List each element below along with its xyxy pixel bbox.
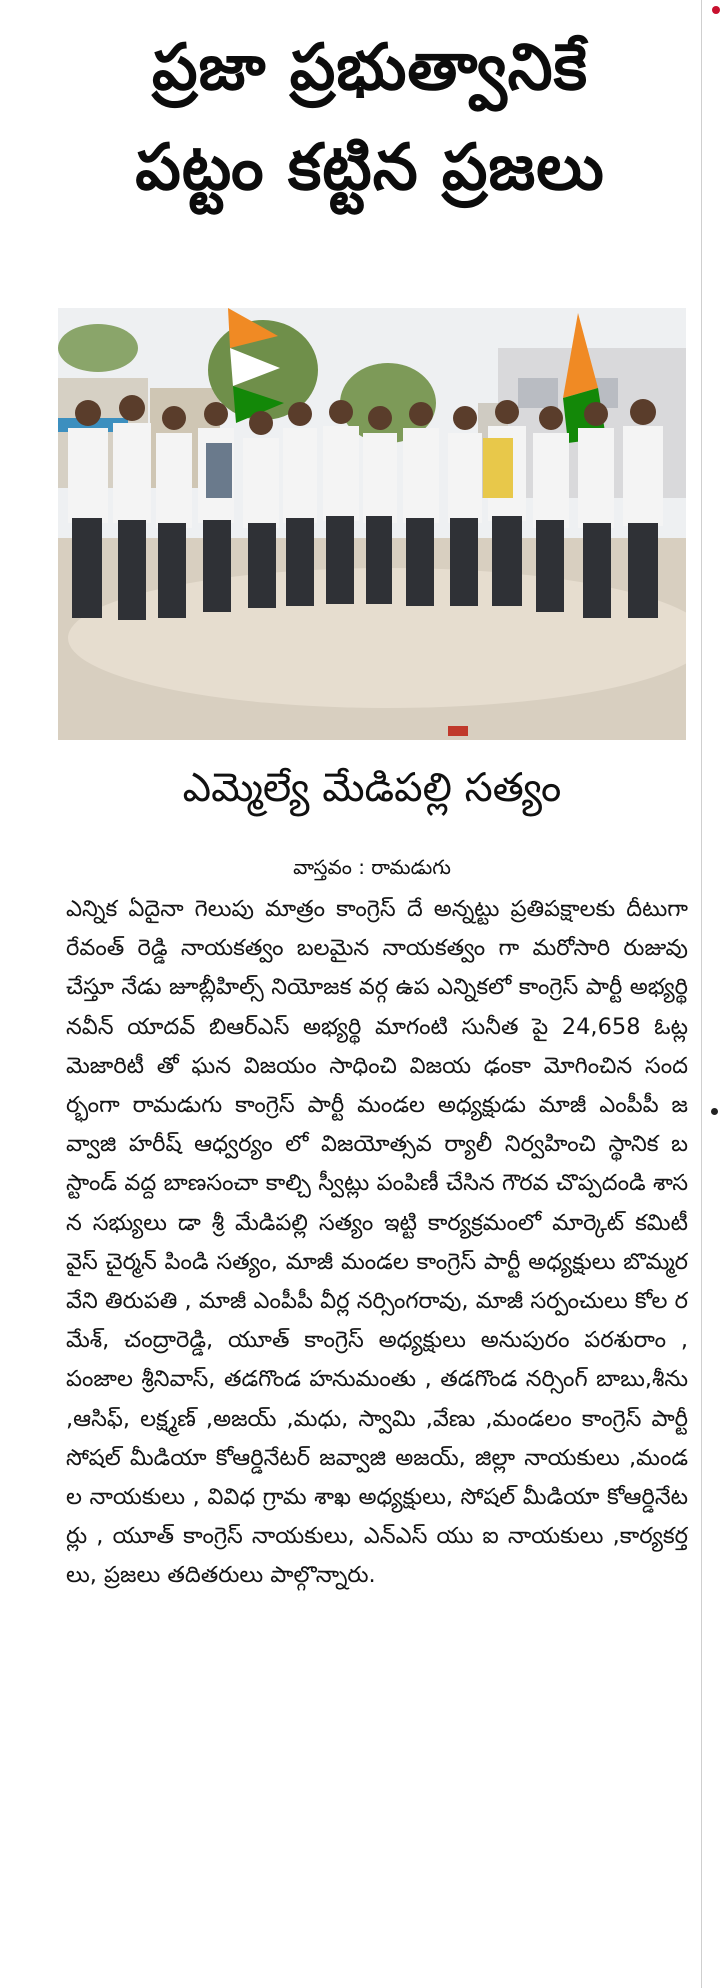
adjacent-column-fragment bbox=[706, 0, 727, 1988]
red-dot-icon bbox=[712, 6, 720, 14]
news-photo bbox=[58, 308, 686, 740]
headline bbox=[60, 18, 680, 218]
dateline: వాస్తవం : రామడుగు bbox=[293, 855, 451, 879]
headline-line-1: ప్రజా ప్రభుత్వానికే bbox=[152, 31, 588, 105]
column-divider bbox=[701, 0, 702, 1988]
black-dot-icon bbox=[711, 1108, 718, 1115]
rally-photo-illustration bbox=[58, 308, 686, 740]
headline-line-2: పట్టం కట్టిన ప్రజలు bbox=[135, 131, 605, 205]
article-body: ఎన్నిక ఏదైనా గెలుపు మాత్రం కాంగ్రెస్ దే అన్నట్టు ప్రతిపక్షాలకు దీటుగా రేవంత్ రెడ్డి నాయకత్వం బలమైన నాయకత్వం గా మరోసారి రుజువు చేస్తూ నేడు జూబ్లీహిల్స్ నియోజక వర్గ ఉప ఎన్నికలో కాంగ్రెస్ పార్టీ అభ్యర్థి నవీన్ యాదవ్ బిఆర్ఎస్ అభ్యర్థి మాగంటి సునీత పై 24,658 ఓట్ల మెజారిటీ తో ఘన విజయం సాధించి విజయ ఢంకా మోగించిన సందర్భంగా రామడుగు కాంగ్రెస్ పార్టీ మండల అధ్యక్షుడు మాజీ ఎంపీపీ జవ్వాజి హరీష్ ఆధ్వర్యం లో విజయోత్సవ ర్యాలీ నిర్వహించి స్థానిక బస్టాండ్ వద్ద బాణసంచా కాల్చి స్వీట్లు పంపిణీ చేసిన గౌరవ చొప్పదండి శాసన సభ్యులు డా శ్రీ మేడిపల్లి సత్యం ఇట్టి కార్యక్రమంలో మార్కెట్ కమిటీ వైస్ చైర్మన్ పిండి సత్యం, మాజీ మండల కాంగ్రెస్ పార్టీ అధ్యక్షులు బొమ్మరవేని తిరుపతి , మాజీ ఎంపీపీ వీర్ల నర్సింగరావు, మాజీ సర్పంచులు కోల రమేశ్, చంద్రారెడ్డి, యూత్ కాంగ్రెస్ అధ్యక్షులు అనుపురం పరశురాం , పంజాల శ్రీనివాస్, తడగొండ హనుమంతు , తడగొండ నర్సింగ్ బాబు,శీను ,ఆసిఫ్, లక్ష్మణ్ ,అజయ్ ,మధు, స్వామి ,వేణు ,మండలం కాంగ్రెస్ పార్టీ సోషల్ మీడియా కోఆర్డినేటర్ జవ్వాజి అజయ్, జిల్లా నాయకులు ,మండల నాయకులు , వివిధ గ్రామ శాఖ అధ్యక్షులు, సోషల్ మీడియా కోఆర్డినేటర్లు , యూత్ కాంగ్రెస్ నాయకులు, ఎన్ఎస్ యు ఐ నాయకులు ,కార్యకర్తలు, ప్రజలు తదితరులు పాల్గొన్నారు. bbox=[66, 896, 688, 1589]
photo-caption: ఎమ్మెల్యే మేడిపల్లి సత్యం bbox=[182, 765, 562, 811]
